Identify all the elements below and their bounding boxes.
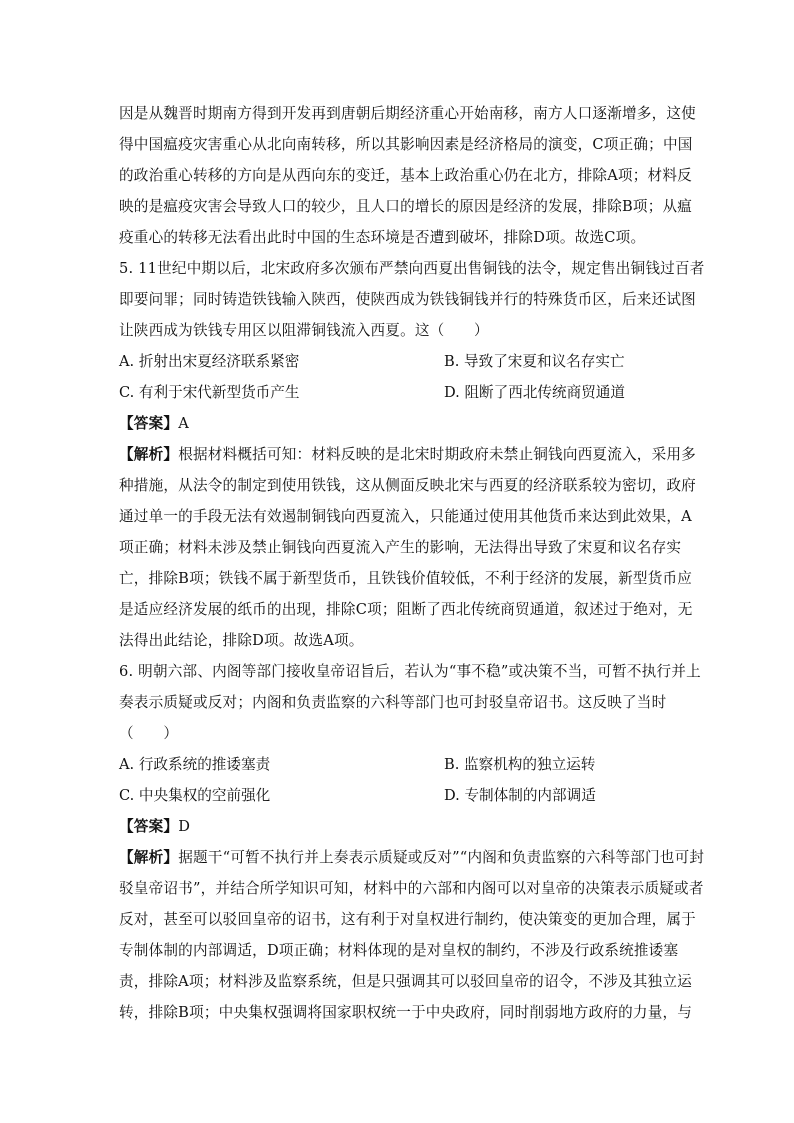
text-line: 疫重心的转移无法看出此时中国的生态环境是否遭到破坏，排除D项。故选C项。 — [119, 229, 646, 246]
options-row — [119, 780, 679, 811]
options-row — [119, 377, 679, 408]
option-a: A. 行政系统的推诿塞责 — [119, 756, 271, 773]
analysis-line: 转，排除B项；中央集权强调将国家职权统一于中央政府，同时削弱地方政府的力量，与 — [119, 1004, 693, 1021]
option-b: B. 导致了宋夏和议名存实亡 — [444, 353, 625, 370]
analysis-label: 【解析】 — [119, 446, 179, 463]
analysis-text: 据题干“可暂不执行并上奏表示质疑或反对”“内阁和负责监察的六科等部门也可封 — [178, 849, 705, 866]
question-stem-line: 即要问罪；同时铸造铁钱输入陕西，使陕西成为铁钱铜钱并行的特殊货币区，后来还试图 — [119, 291, 696, 308]
analysis-line: 种措施，从法令的制定到使用铁钱，这从侧面反映北宋与西夏的经济联系较为密切，政府 — [119, 477, 696, 494]
options-row — [119, 346, 679, 377]
answer-value: A — [178, 415, 189, 432]
options-row — [119, 749, 679, 780]
option-d: D. 专制体制的内部调适 — [444, 787, 596, 804]
text-line: 映的是瘟疫灾害会导致人口的较少，且人口的增长的原因是经济的发展，排除B项；从瘟 — [119, 198, 693, 215]
text-line: 因是从魏晋时期南方得到开发再到唐朝后期经济重心开始南移，南方人口逐渐增多，这使 — [119, 105, 696, 122]
analysis-line: 亡，排除B项；铁钱不属于新型货币，且铁钱价值较低，不利于经济的发展，新型货币应 — [119, 570, 693, 587]
analysis-line: 项正确；材料未涉及禁止铜钱向西夏流入产生的影响，无法得出导致了宋夏和议名存实 — [119, 539, 682, 556]
analysis-text: 根据材料概括可知：材料反映的是北宋时期政府未禁止铜钱向西夏流入，采用多 — [178, 446, 696, 463]
analysis-line: 驳皇帝诏书”，并结合所学知识可知，材料中的六部和内阁可以对皇帝的决策表示质疑或者 — [119, 880, 704, 897]
question-stem-line: 让陕西成为铁钱专用区以阻滞铜钱流入西夏。这（ ） — [119, 322, 489, 339]
text-line: 得中国瘟疫灾害重心从北向南转移，所以其影响因素是经济格局的演变，C项正确；中国 — [119, 136, 693, 153]
option-c: C. 中央集权的空前强化 — [119, 787, 271, 804]
question-5 — [119, 253, 705, 656]
answer-label: 【答案】 — [119, 818, 179, 835]
q4-analysis-tail — [119, 98, 696, 253]
question-stem-line: 6. 明朝六部、内阁等部门接收皇帝诏旨后，若认为“事不稳”或决策不当，可暂不执行并上 — [119, 663, 701, 680]
analysis-label: 【解析】 — [119, 849, 179, 866]
analysis-line: 专制体制的内部调适，D项正确；材料体现的是对皇权的制约，不涉及行政系统推诿塞 — [119, 942, 679, 959]
question-6 — [119, 656, 705, 1028]
answer-line — [119, 408, 679, 439]
option-a: A. 折射出宋夏经济联系紧密 — [119, 353, 300, 370]
document-page — [119, 98, 705, 1028]
option-b: B. 监察机构的独立运转 — [444, 756, 596, 773]
analysis-line: 法得出此结论，排除D项。故选A项。 — [119, 632, 364, 649]
analysis-line: 通过单一的手段无法有效遏制铜钱向西夏流入，只能通过使用其他货币来达到此效果，A — [119, 508, 692, 525]
analysis-line: 是适应经济发展的纸币的出现，排除C项；阻断了西北传统商贸通道，叙述过于绝对，无 — [119, 601, 693, 618]
analysis-line — [119, 439, 696, 470]
analysis-line — [119, 842, 705, 873]
analysis-line: 责，排除A项；材料涉及监察系统，但是只强调其可以驳回皇帝的诏令，不涉及其独立运 — [119, 973, 692, 990]
answer-label: 【答案】 — [119, 415, 179, 432]
question-stem-line: 奏表示质疑或反对；内阁和负责监察的六科等部门也可封驳皇帝诏书。这反映了当时 — [119, 694, 667, 711]
option-c: C. 有利于宋代新型货币产生 — [119, 384, 300, 401]
question-stem-line: （ ） — [119, 725, 179, 742]
question-stem-line: 5. 11世纪中期以后，北宋政府多次颁布严禁向西夏出售铜钱的法令，规定售出铜钱过百者 — [119, 260, 705, 277]
answer-line — [119, 811, 679, 842]
option-d: D. 阻断了西北传统商贸通道 — [444, 384, 625, 401]
analysis-line: 反对，甚至可以驳回皇帝的诏书，这有利于对皇权进行制约，使决策变的更加合理，属于 — [119, 911, 696, 928]
text-line: 的政治重心转移的方向是从西向东的变迁，基本上政治重心仍在北方，排除A项；材料反 — [119, 167, 692, 184]
answer-value: D — [178, 818, 191, 835]
